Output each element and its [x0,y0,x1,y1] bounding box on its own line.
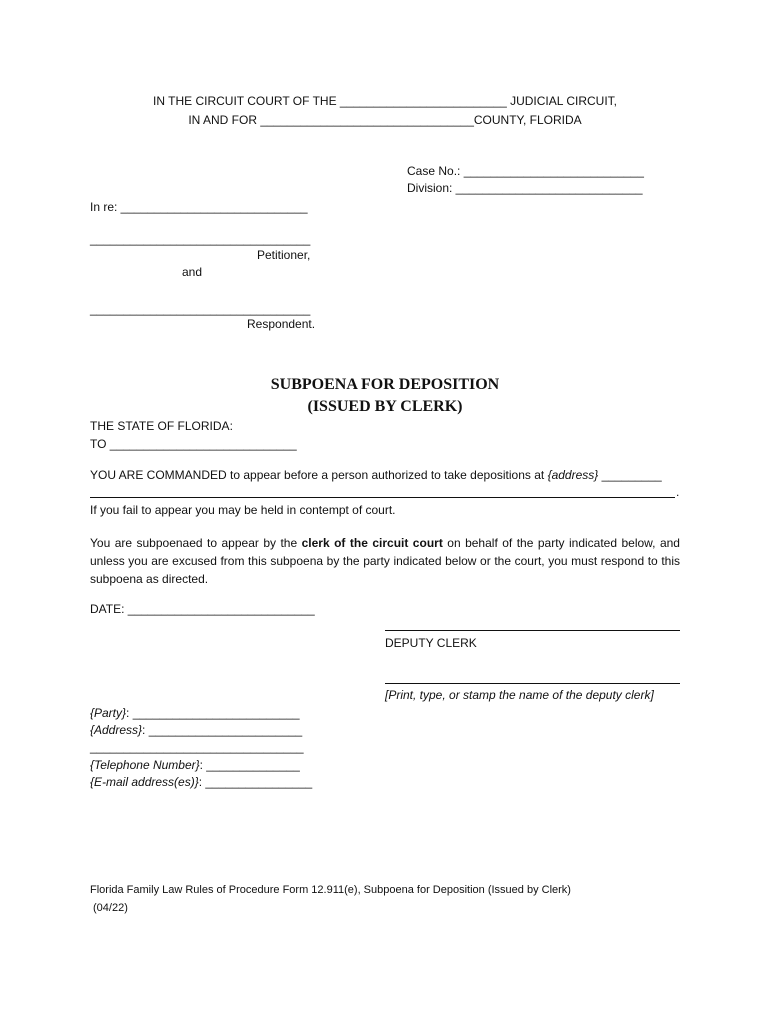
contempt-warning: If you fail to appear you may be held in contempt of court. [90,503,396,517]
address-field [90,723,302,737]
deputy-clerk-name-line [385,683,680,684]
petitioner-label: Petitioner, [257,248,311,262]
party-field [90,706,300,720]
print-name-instruction: [Print, type, or stamp the name of the deputy clerk] [385,688,654,702]
document-title-line2: (ISSUED BY CLERK) [307,398,463,415]
telephone-field [90,758,300,772]
deputy-clerk-label: DEPUTY CLERK [385,636,477,650]
court-header-line2: IN AND FOR ________________________________COUNTY, FLORIDA [188,113,582,127]
case-number-field: Case No.: ___________________________ [407,164,644,178]
petitioner-line: _________________________________ [90,232,311,246]
date-field: DATE: ____________________________ [90,602,315,616]
respondent-line: _________________________________ [90,302,311,316]
form-footer-line1: Florida Family Law Rules of Procedure Form 12.911(e), Subpoena for Deposition (Issued by Clerk) [90,884,571,896]
and-label: and [182,265,203,279]
commanded-line [90,468,662,482]
court-header-line1: IN THE CIRCUIT COURT OF THE _________________________ JUDICIAL CIRCUIT, [153,94,617,108]
commanded-text: YOU ARE COMMANDED to appear before a person authorized to take depositions at [90,468,548,482]
to-field: TO ____________________________ [90,437,297,451]
deputy-clerk-signature-line [385,630,680,631]
division-field: Division: ____________________________ [407,181,643,195]
clerk-of-court-bold: clerk of the circuit court [301,536,443,550]
state-of-florida: THE STATE OF FLORIDA: [90,419,233,433]
address-period: . [676,485,680,499]
address-line: : _______________________ [142,723,303,737]
document-title-line1: SUBPOENA FOR DEPOSITION [270,376,500,393]
address-continuation-line [90,497,675,498]
address-blank-line: ________________________________ [90,740,304,754]
subpoenaed-text-post: on behalf of the party indicated below, and unless you are excused from this subpoena by the party indicated below or the court, you must respond to this subpoena as directed. [90,536,680,586]
telephone-line: : ______________ [199,758,300,772]
party-line: : _________________________ [126,706,300,720]
email-line: : ________________ [198,775,313,789]
address-label: {Address} [90,723,143,737]
subpoenaed-paragraph [90,534,680,588]
in-re-field: In re: ____________________________ [90,200,308,214]
email-field [90,775,312,789]
party-label: {Party} [90,706,127,720]
respondent-label: Respondent. [247,317,316,331]
commanded-tail: _________ [598,468,662,482]
commanded-address-placeholder: {address} [547,468,599,482]
form-footer-line2: (04/22) [93,902,128,914]
telephone-label: {Telephone Number} [90,758,200,772]
email-label: {E-mail address(es)} [90,775,199,789]
subpoenaed-text-pre: You are subpoenaed to appear by the [90,536,302,550]
